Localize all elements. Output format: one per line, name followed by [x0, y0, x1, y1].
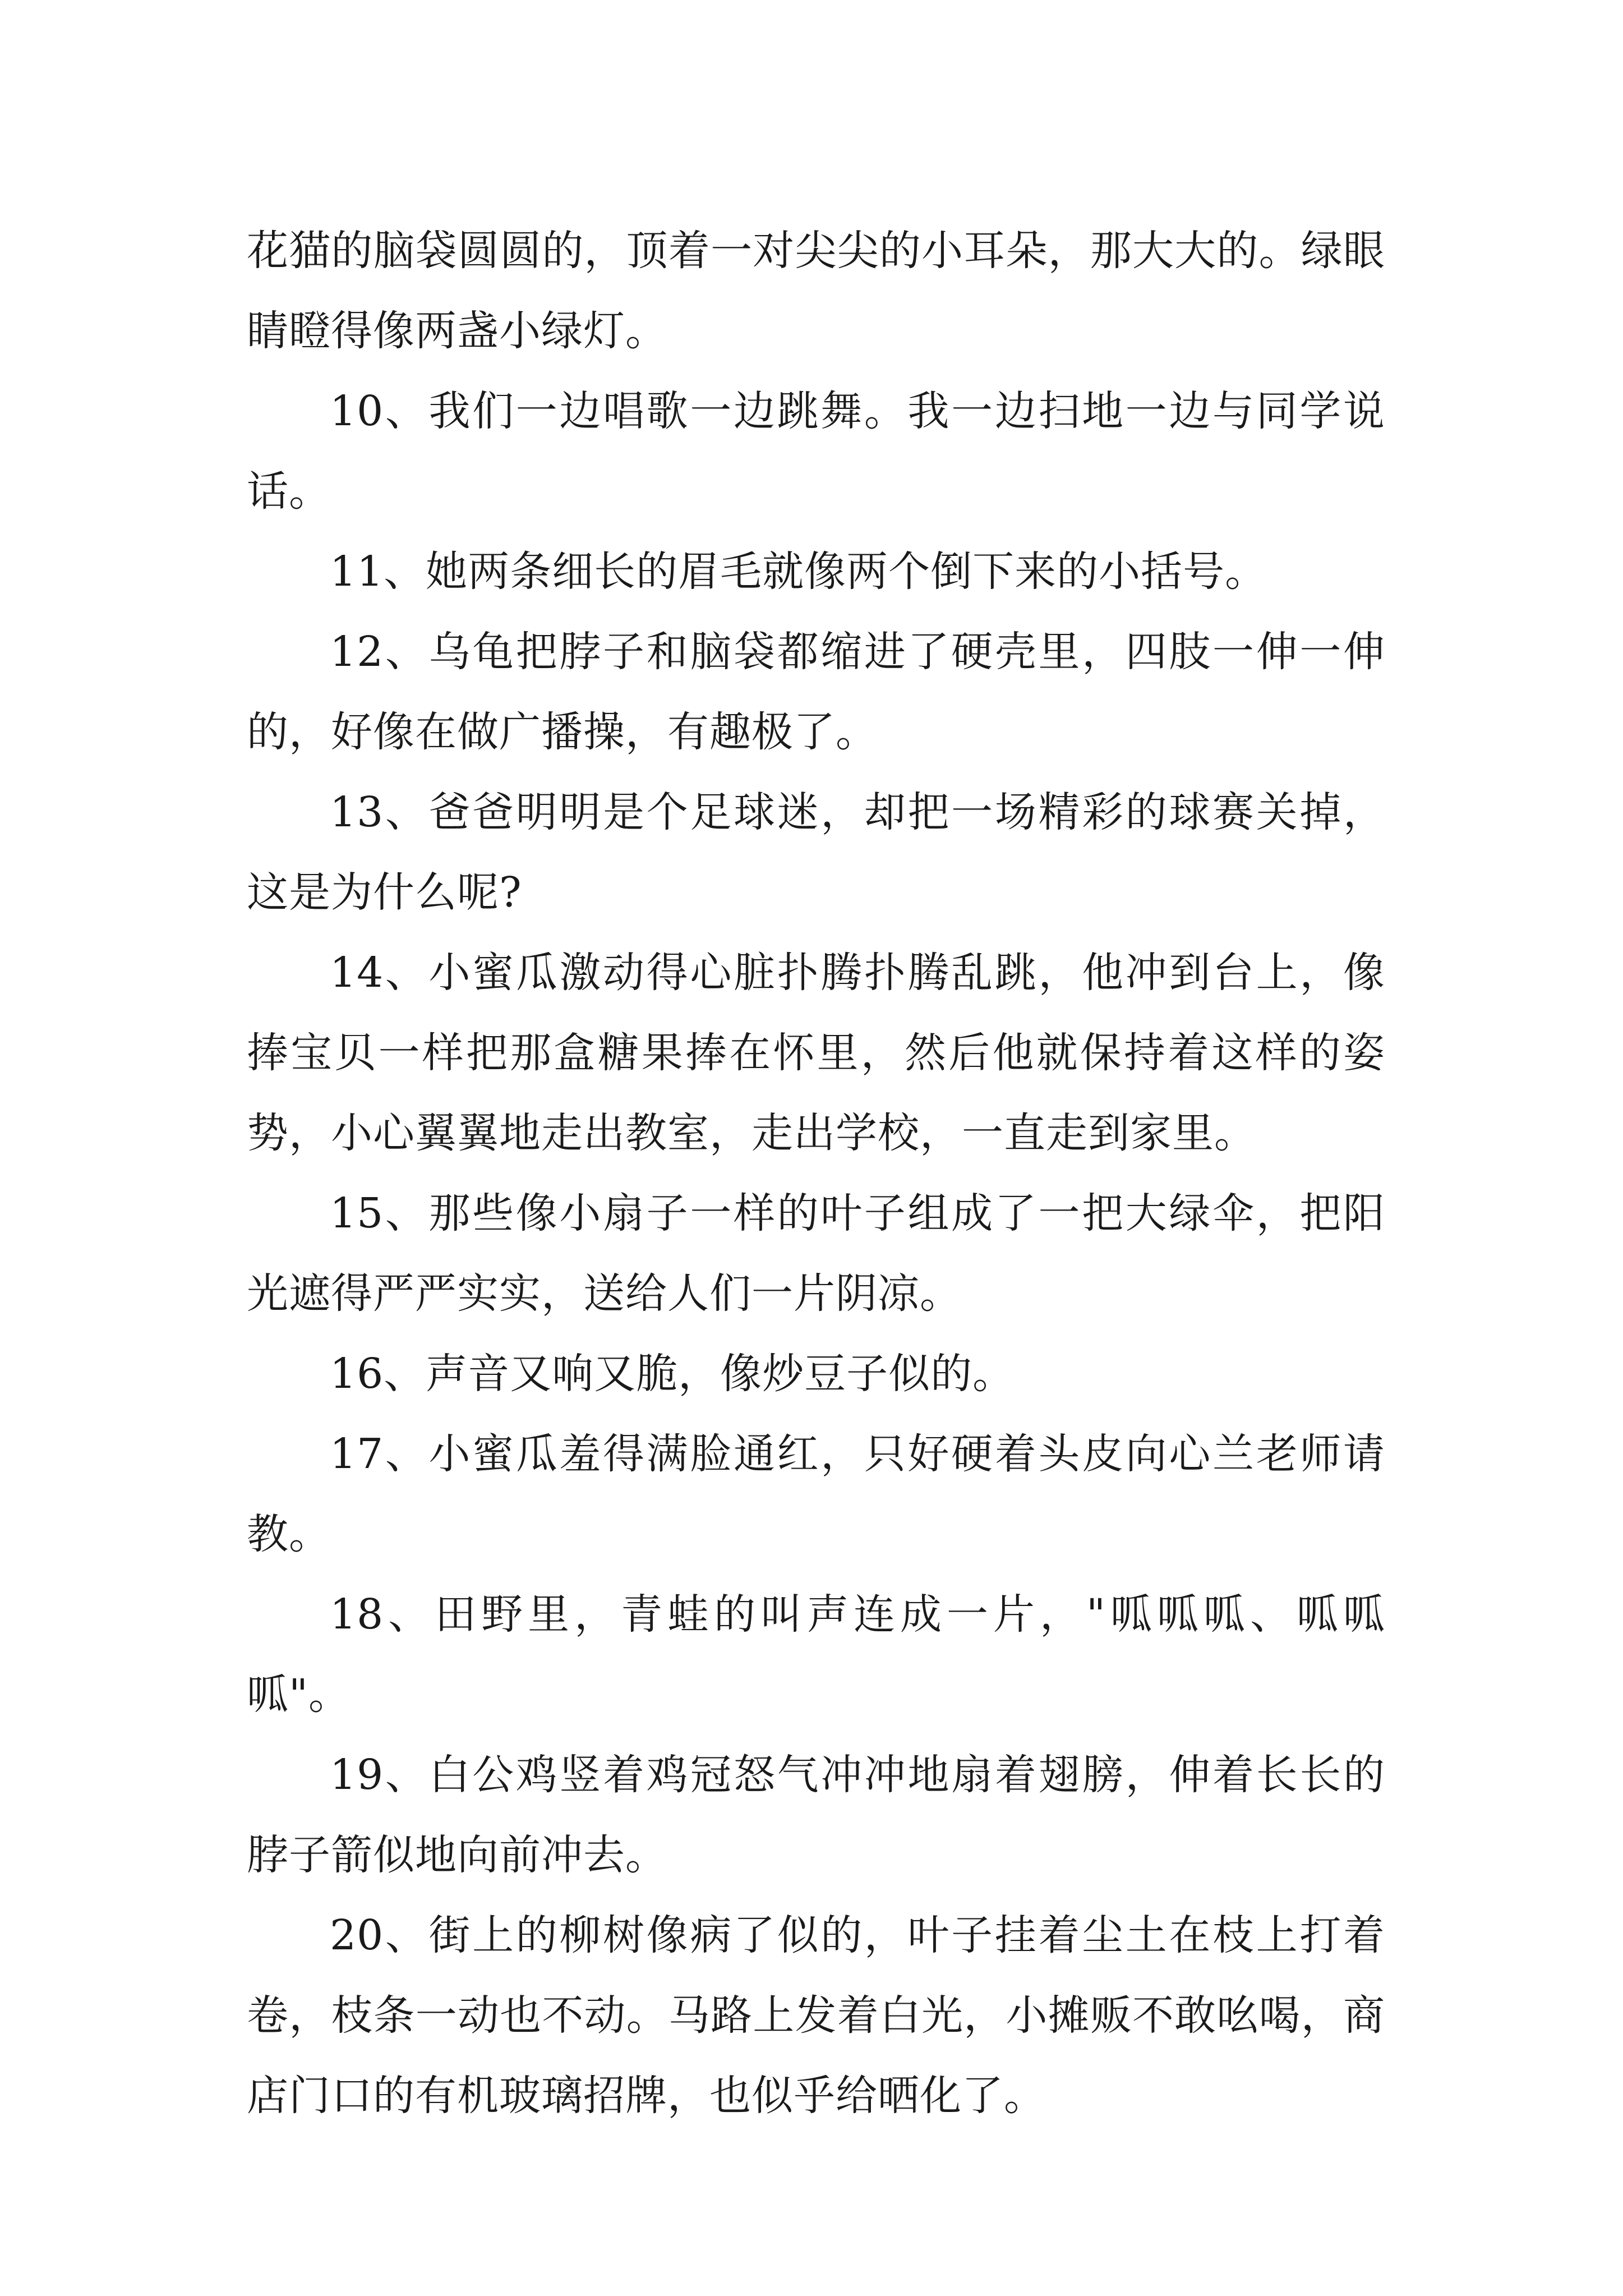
- paragraph-item-20: 20、街上的柳树像病了似的，叶子挂着尘土在枝上打着卷，枝条一动也不动。马路上发着白光，小摊贩不敢吆喝，商店门口的有机玻璃招牌，也似乎给晒化了。: [247, 1911, 1385, 2120]
- paragraph-item-18: 18、田野里，青蛙的叫声连成一片，"呱呱呱、呱呱呱"。: [247, 1590, 1385, 1719]
- paragraph-item-12: 12、乌龟把脖子和脑袋都缩进了硬壳里，四肢一伸一伸的，好像在做广播操，有趣极了。: [247, 628, 1385, 756]
- paragraph-item-10: 10、我们一边唱歌一边跳舞。我一边扫地一边与同学说话。: [247, 387, 1385, 516]
- paragraph-item-16: 16、声音又响又脆，像炒豆子似的。: [330, 1350, 1015, 1398]
- paragraph-item-19: 19、白公鸡竖着鸡冠怒气冲冲地扇着翅膀，伸着长长的脖子箭似地向前冲去。: [247, 1751, 1385, 1879]
- paragraph-item-17: 17、小蜜瓜羞得满脸通红，只好硬着头皮向心兰老师请教。: [247, 1430, 1385, 1558]
- paragraph-item-15: 15、那些像小扇子一样的叶子组成了一把大绿伞，把阳光遮得严严实实，送给人们一片阴凉。: [247, 1189, 1385, 1318]
- paragraph-intro: 花猫的脑袋圆圆的，顶着一对尖尖的小耳朵，那大大的。绿眼睛瞪得像两盏小绿灯。: [247, 227, 1385, 355]
- paragraph-item-13: 13、爸爸明明是个足球迷，却把一场精彩的球赛关掉，这是为什么呢?: [247, 788, 1385, 917]
- document-body: [247, 211, 1385, 2136]
- paragraph-item-14: 14、小蜜瓜激动得心脏扑腾扑腾乱跳，他冲到台上，像捧宝贝一样把那盒糖果捧在怀里，然后他就保持着这样的姿势，小心翼翼地走出教室，走出学校，一直走到家里。: [247, 949, 1385, 1157]
- paragraph-item-11: 11、她两条细长的眉毛就像两个倒下来的小括号。: [330, 547, 1267, 596]
